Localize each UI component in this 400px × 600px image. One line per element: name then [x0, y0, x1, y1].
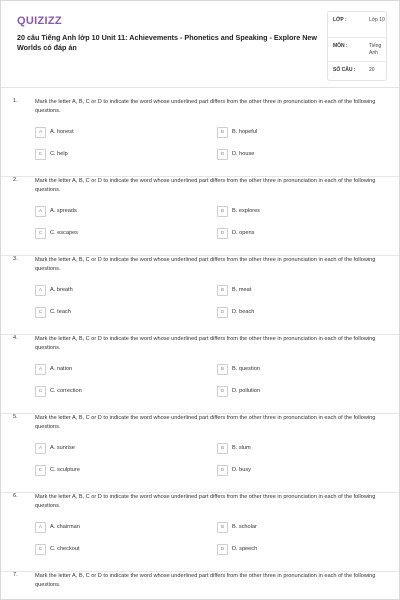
question-item	[1, 256, 399, 335]
option-text: A. honest	[50, 128, 74, 135]
option-letter-box: B	[217, 127, 228, 138]
option-letter-box: A	[35, 127, 46, 138]
option-letter-box: D	[217, 386, 228, 397]
question-item	[1, 414, 399, 493]
question-text: Mark the letter A, B, C or D to indicate the word whose underlined part differs from the other three in pronunciation in each of the following questions.	[35, 494, 376, 509]
option-text: A. chairman	[50, 523, 80, 530]
question-item	[1, 493, 399, 572]
option-letter-box: D	[217, 149, 228, 160]
meta-subject-value: Tiếng Anh	[369, 43, 382, 56]
question-item	[1, 572, 399, 600]
option-letter-box: C	[35, 386, 46, 397]
option-letter-box: B	[217, 522, 228, 533]
meta-count-label: SỐ CÂU :	[333, 67, 356, 73]
question-text: Mark the letter A, B, C or D to indicate the word whose underlined part differs from the other three in pronunciation in each of the following questions.	[35, 336, 376, 351]
option-letter-box: C	[35, 465, 46, 476]
option-text: C. teach	[50, 308, 71, 315]
option-text: D. pollution	[232, 387, 260, 394]
option-text: C. correction	[50, 387, 82, 394]
question-item	[1, 98, 399, 177]
question-number: 5.	[13, 414, 18, 420]
meta-divider	[327, 61, 385, 62]
option-letter-box: D	[217, 465, 228, 476]
option-letter-box: D	[217, 228, 228, 239]
question-item	[1, 177, 399, 256]
option-letter-box: A	[35, 285, 46, 296]
option-text: B. scholar	[232, 523, 257, 530]
question-text: Mark the letter A, B, C or D to indicate the word whose underlined part differs from the other three in pronunciation in each of the following questions.	[35, 178, 376, 193]
option-text: B. question	[232, 365, 260, 372]
option-letter-box: A	[35, 206, 46, 217]
worksheet-title: 20 câu Tiếng Anh lớp 10 Unit 11: Achievements - Phonetics and Speaking - Explore New Worlds có đáp án	[17, 33, 318, 52]
option-text: D. speech	[232, 545, 258, 552]
option-text: C. checkout	[50, 545, 80, 552]
option-text: A. nation	[50, 365, 73, 372]
option-text: B. explores	[232, 207, 260, 214]
option-text: A. sunrise	[50, 444, 75, 451]
question-text: Mark the letter A, B, C or D to indicate the word whose underlined part differs from the other three in pronunciation in each of the following questions.	[35, 573, 376, 588]
option-letter-box: B	[217, 443, 228, 454]
option-letter-box: D	[217, 544, 228, 555]
option-letter-box: B	[217, 206, 228, 217]
option-text: B. hopeful	[232, 128, 258, 135]
quizizz-logo[interactable]: QUIZIZZ	[17, 15, 62, 27]
meta-subject-label: MÔN :	[333, 43, 348, 49]
meta-class-value: Lớp 10	[369, 17, 385, 23]
question-text: Mark the letter A, B, C or D to indicate the word whose underlined part differs from the other three in pronunciation in each of the following questions.	[35, 257, 376, 272]
option-text: D. beach	[232, 308, 255, 315]
worksheet-header	[1, 1, 399, 83]
option-letter-box: C	[35, 228, 46, 239]
option-text: C. escapes	[50, 229, 78, 236]
option-letter-box: B	[217, 364, 228, 375]
option-text: A. breath	[50, 286, 73, 293]
header-divider	[1, 87, 399, 88]
option-letter-box: D	[217, 307, 228, 318]
option-letter-box: C	[35, 307, 46, 318]
option-letter-box: A	[35, 364, 46, 375]
meta-count-value: 20	[369, 67, 375, 73]
option-text: D. busy	[232, 466, 251, 473]
option-text: D. house	[232, 150, 255, 157]
option-letter-box: A	[35, 522, 46, 533]
question-number: 1.	[13, 98, 18, 104]
question-number: 7.	[13, 572, 18, 578]
option-text: B. slum	[232, 444, 251, 451]
option-text: C. help	[50, 150, 68, 157]
option-letter-box: C	[35, 544, 46, 555]
option-text: D. opens	[232, 229, 255, 236]
option-letter-box: C	[35, 149, 46, 160]
question-number: 3.	[13, 256, 18, 262]
option-text: C. sculpture	[50, 466, 80, 473]
meta-divider	[327, 37, 385, 38]
question-number: 6.	[13, 493, 18, 499]
question-text: Mark the letter A, B, C or D to indicate the word whose underlined part differs from the other three in pronunciation in each of the following questions.	[35, 99, 376, 114]
option-text: A. spreads	[50, 207, 77, 214]
meta-class-label: LỚP :	[333, 17, 347, 23]
question-number: 4.	[13, 335, 18, 341]
question-number: 2.	[13, 177, 18, 183]
option-letter-box: A	[35, 443, 46, 454]
option-text: B. meat	[232, 286, 252, 293]
question-item	[1, 335, 399, 414]
option-letter-box: B	[217, 285, 228, 296]
question-text: Mark the letter A, B, C or D to indicate the word whose underlined part differs from the other three in pronunciation in each of the following questions.	[35, 415, 376, 430]
